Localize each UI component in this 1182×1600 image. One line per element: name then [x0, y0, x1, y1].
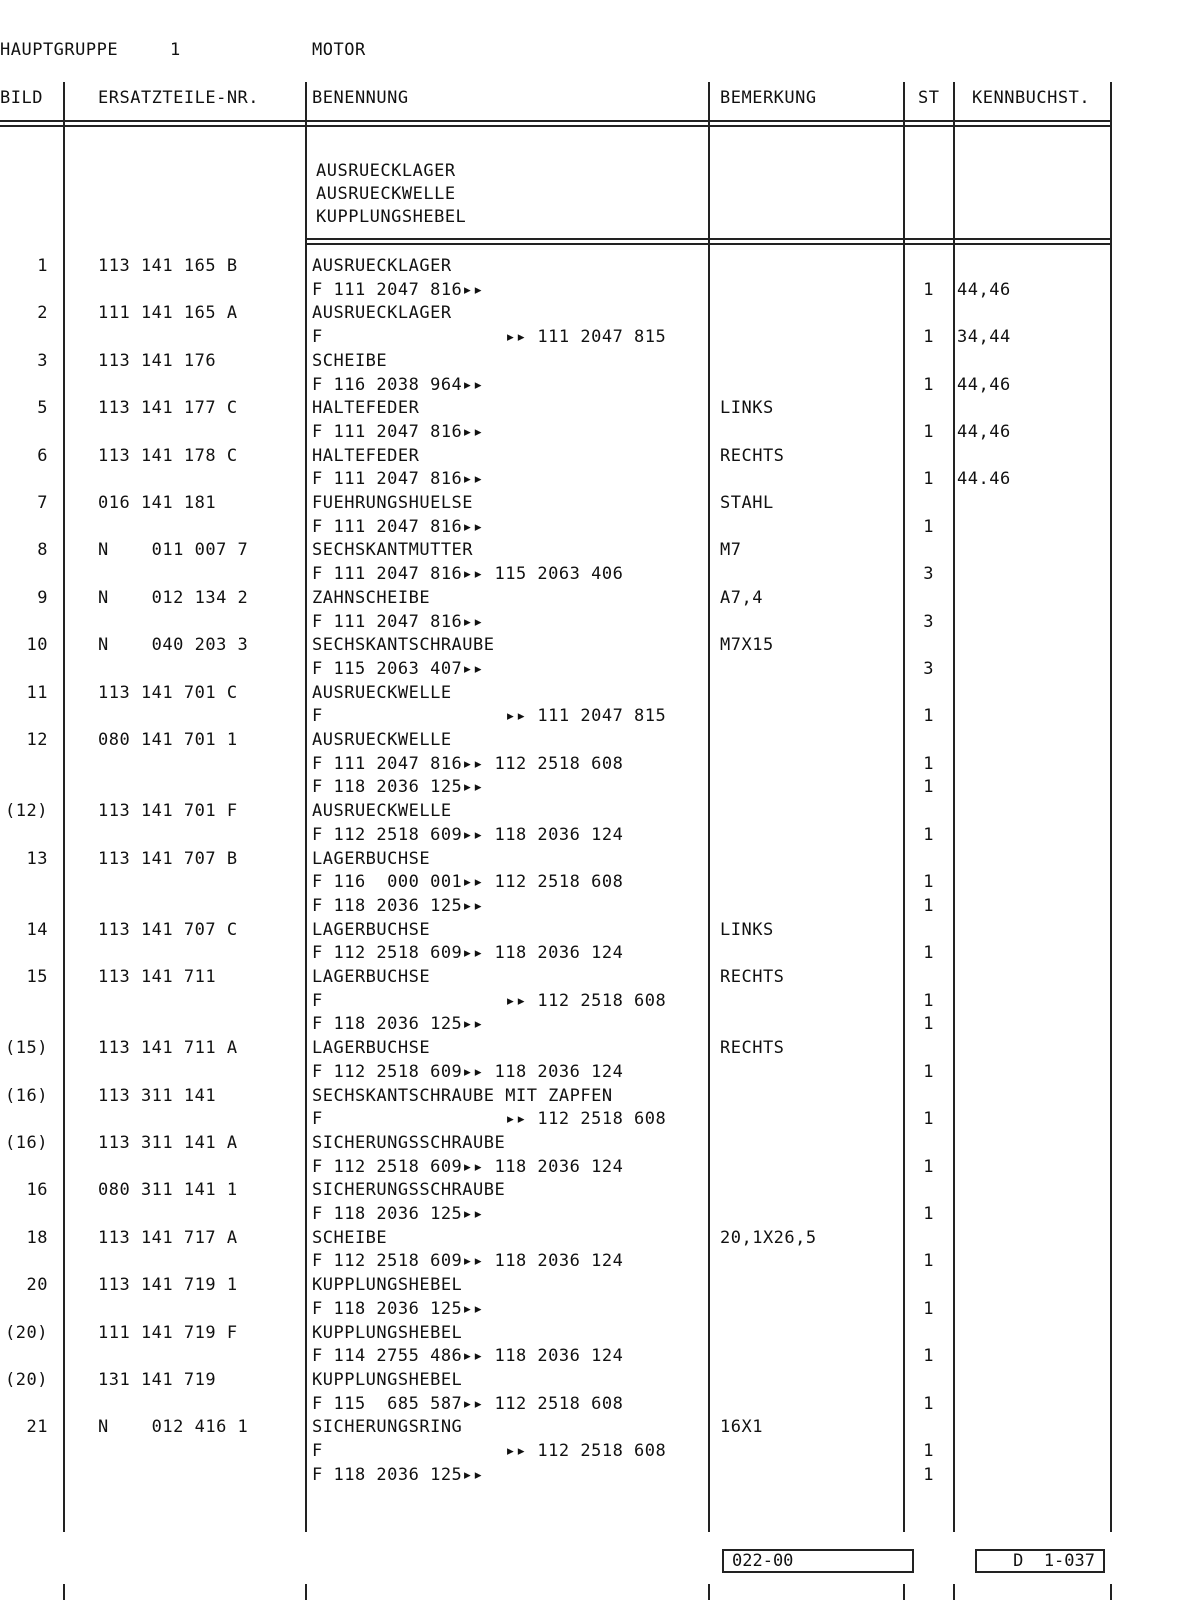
column-divider-4: [903, 82, 905, 1532]
row-benennung-line: F 118 2036 125▸▸: [312, 1204, 484, 1224]
row-benennung-line: F 111 2047 816▸▸: [312, 516, 484, 537]
row-bemerkung: M7X15: [720, 635, 774, 656]
row-bemerkung: 16X1: [720, 1417, 763, 1438]
row-bild: (15): [5, 1038, 48, 1059]
header-rule-bottom: [0, 125, 1112, 127]
footer-code-left: 022-00: [722, 1549, 914, 1573]
col-header-part-no: ERSATZTEILE-NR.: [98, 88, 260, 108]
row-part-number: 113 141 711 A: [98, 1038, 238, 1059]
row-part-number: 113 141 717 A: [98, 1227, 238, 1248]
row-benennung-line: F 112 2518 609▸▸ 118 2036 124: [312, 943, 624, 964]
intro-rule-bottom: [307, 243, 1112, 245]
row-quantity: 1: [923, 469, 934, 490]
intro-line: KUPPLUNGSHEBEL: [316, 207, 467, 227]
row-bild: 7: [37, 493, 48, 513]
column-divider-2: [305, 82, 307, 1532]
col-header-st: ST: [918, 88, 940, 108]
row-benennung-line: F 116 000 001▸▸ 112 2518 608: [312, 872, 624, 893]
row-part-number: 016 141 181: [98, 493, 217, 513]
row-part-number: 113 311 141: [98, 1085, 217, 1106]
row-benennung-line: KUPPLUNGSHEBEL: [312, 1275, 463, 1296]
row-part-number: N 012 416 1: [98, 1417, 249, 1438]
row-benennung-line: SICHERUNGSSCHRAUBE: [312, 1132, 506, 1153]
row-part-number: 113 311 141 A: [98, 1132, 238, 1153]
row-benennung-line: KUPPLUNGSHEBEL: [312, 1369, 463, 1390]
row-bemerkung: RECHTS: [720, 445, 785, 466]
row-benennung-line: F 118 2036 125▸▸: [312, 895, 484, 916]
row-kennbuchst: 44.46: [957, 469, 1011, 490]
intro-line: AUSRUECKLAGER: [316, 161, 456, 181]
row-quantity: 1: [923, 1014, 934, 1035]
row-benennung-line: SCHEIBE: [312, 1227, 388, 1248]
row-benennung-line: F 112 2518 609▸▸ 118 2036 124: [312, 1156, 624, 1177]
row-bild: 14: [26, 919, 48, 940]
row-quantity: 1: [923, 516, 934, 537]
row-part-number: 113 141 707 C: [98, 919, 238, 940]
row-benennung-line: FUEHRUNGSHUELSE: [312, 493, 474, 513]
row-quantity: 1: [923, 1346, 934, 1367]
row-quantity: 1: [923, 279, 934, 300]
row-benennung-line: F 111 2047 816▸▸ 115 2063 406: [312, 564, 624, 585]
group-label: HAUPTGRUPPE: [0, 40, 119, 60]
row-bild: 8: [37, 540, 48, 561]
row-part-number: 111 141 165 A: [98, 303, 238, 324]
row-quantity: 1: [923, 421, 934, 442]
column-stub-2: [305, 1584, 307, 1600]
row-kennbuchst: 34,44: [957, 327, 1011, 348]
row-benennung-line: KUPPLUNGSHEBEL: [312, 1322, 463, 1343]
row-part-number: 113 141 165 B: [98, 256, 238, 276]
row-part-number: N 012 134 2: [98, 587, 249, 608]
row-benennung-line: SECHSKANTSCHRAUBE MIT ZAPFEN: [312, 1085, 613, 1106]
row-part-number: 113 141 701 C: [98, 682, 238, 703]
row-bild: 6: [37, 445, 48, 466]
row-quantity: 1: [923, 777, 934, 798]
row-benennung-line: F 115 685 587▸▸ 112 2518 608: [312, 1393, 624, 1414]
row-benennung-line: LAGERBUCHSE: [312, 848, 431, 869]
row-quantity: 1: [923, 943, 934, 964]
row-quantity: 1: [923, 1204, 934, 1224]
row-benennung-line: F 118 2036 125▸▸: [312, 777, 484, 798]
row-benennung-line: F 112 2518 609▸▸ 118 2036 124: [312, 1061, 624, 1082]
row-quantity: 1: [923, 1464, 934, 1485]
row-bemerkung: LINKS: [720, 919, 774, 940]
row-part-number: 080 141 701 1: [98, 730, 238, 750]
column-stub-5: [953, 1584, 955, 1600]
row-benennung-line: F 118 2036 125▸▸: [312, 1298, 484, 1319]
row-benennung-line: ZAHNSCHEIBE: [312, 587, 431, 608]
row-bild: 13: [26, 848, 48, 869]
col-header-bild: BILD: [0, 88, 43, 108]
row-part-number: 113 141 719 1: [98, 1275, 238, 1296]
col-header-benennung: BENENNUNG: [312, 88, 409, 108]
row-benennung-line: F ▸▸ 112 2518 608: [312, 990, 667, 1011]
row-benennung-line: F 112 2518 609▸▸ 118 2036 124: [312, 1251, 624, 1272]
row-quantity: 1: [923, 374, 934, 395]
row-bild: 20: [26, 1275, 48, 1296]
row-bild: (16): [5, 1085, 48, 1106]
row-bild: 16: [26, 1180, 48, 1201]
row-bild: 10: [26, 635, 48, 656]
column-stub-4: [903, 1584, 905, 1600]
row-quantity: 1: [923, 1251, 934, 1272]
row-bemerkung: RECHTS: [720, 1038, 785, 1059]
row-part-number: 113 141 707 B: [98, 848, 238, 869]
column-divider-5: [953, 82, 955, 1532]
row-benennung-line: F 114 2755 486▸▸ 118 2036 124: [312, 1346, 624, 1367]
row-part-number: 113 141 177 C: [98, 398, 238, 419]
row-bemerkung: 20,1X26,5: [720, 1227, 817, 1248]
row-benennung-line: F 111 2047 816▸▸: [312, 469, 484, 490]
row-bemerkung: A7,4: [720, 587, 763, 608]
row-bemerkung: RECHTS: [720, 967, 785, 987]
row-bild: 3: [37, 350, 48, 371]
column-stub-3: [708, 1584, 710, 1600]
col-header-bemerkung: BEMERKUNG: [720, 88, 817, 108]
row-quantity: 1: [923, 895, 934, 916]
row-bild: (20): [5, 1369, 48, 1390]
intro-rule-top: [307, 238, 1112, 240]
row-part-number: 113 141 176: [98, 350, 217, 371]
row-benennung-line: F 115 2063 407▸▸: [312, 658, 484, 679]
column-stub-6: [1110, 1584, 1112, 1600]
row-benennung-line: LAGERBUCHSE: [312, 967, 431, 987]
row-benennung-line: F 118 2036 125▸▸: [312, 1464, 484, 1485]
row-bild: 9: [37, 587, 48, 608]
row-benennung-line: F ▸▸ 111 2047 815: [312, 327, 667, 348]
row-benennung-line: SECHSKANTMUTTER: [312, 540, 474, 561]
row-benennung-line: F 111 2047 816▸▸: [312, 279, 484, 300]
row-quantity: 1: [923, 1441, 934, 1461]
column-divider-3: [708, 82, 710, 1532]
row-kennbuchst: 44,46: [957, 374, 1011, 395]
column-divider-1: [63, 82, 65, 1532]
row-benennung-line: AUSRUECKLAGER: [312, 303, 452, 324]
row-benennung-line: F 111 2047 816▸▸: [312, 611, 484, 632]
row-quantity: 1: [923, 1393, 934, 1414]
row-bild: (16): [5, 1132, 48, 1153]
row-quantity: 1: [923, 706, 934, 727]
row-part-number: N 040 203 3: [98, 635, 249, 656]
row-quantity: 1: [923, 753, 934, 774]
row-bild: 11: [26, 682, 48, 703]
row-benennung-line: F ▸▸ 111 2047 815: [312, 706, 667, 727]
row-benennung-line: HALTEFEDER: [312, 445, 420, 466]
row-bild: 5: [37, 398, 48, 419]
row-benennung-line: F 118 2036 125▸▸: [312, 1014, 484, 1035]
row-quantity: 1: [923, 872, 934, 893]
row-benennung-line: AUSRUECKWELLE: [312, 730, 452, 750]
group-name: MOTOR: [312, 40, 366, 60]
header-rule-top: [0, 120, 1112, 122]
row-quantity: 3: [923, 564, 934, 585]
row-benennung-line: F 112 2518 609▸▸ 118 2036 124: [312, 824, 624, 845]
row-kennbuchst: 44,46: [957, 279, 1011, 300]
row-part-number: 113 141 711: [98, 967, 217, 987]
row-benennung-line: AUSRUECKWELLE: [312, 801, 452, 822]
row-benennung-line: SICHERUNGSRING: [312, 1417, 463, 1438]
col-header-kennbuchst: KENNBUCHST.: [972, 88, 1091, 108]
row-benennung-line: AUSRUECKLAGER: [312, 256, 452, 276]
row-bild: 2: [37, 303, 48, 324]
row-bild: 21: [26, 1417, 48, 1438]
row-benennung-line: SCHEIBE: [312, 350, 388, 371]
row-benennung-line: F ▸▸ 112 2518 608: [312, 1109, 667, 1130]
row-quantity: 1: [923, 1156, 934, 1177]
row-kennbuchst: 44,46: [957, 421, 1011, 442]
row-part-number: 131 141 719: [98, 1369, 217, 1390]
row-part-number: 113 141 701 F: [98, 801, 238, 822]
row-bemerkung: LINKS: [720, 398, 774, 419]
row-bemerkung: STAHL: [720, 493, 774, 513]
row-quantity: 1: [923, 1061, 934, 1082]
row-benennung-line: SICHERUNGSSCHRAUBE: [312, 1180, 506, 1201]
row-part-number: 111 141 719 F: [98, 1322, 238, 1343]
footer-code-right: D 1-037: [975, 1549, 1105, 1573]
group-number: 1: [170, 40, 181, 60]
row-benennung-line: F 116 2038 964▸▸: [312, 374, 484, 395]
row-benennung-line: F 111 2047 816▸▸ 112 2518 608: [312, 753, 624, 774]
intro-line: AUSRUECKWELLE: [316, 184, 456, 204]
row-benennung-line: F ▸▸ 112 2518 608: [312, 1441, 667, 1461]
row-part-number: N 011 007 7: [98, 540, 249, 561]
row-quantity: 1: [923, 824, 934, 845]
row-bild: 15: [26, 967, 48, 987]
row-bild: 18: [26, 1227, 48, 1248]
row-quantity: 1: [923, 327, 934, 348]
row-quantity: 1: [923, 1298, 934, 1319]
row-quantity: 1: [923, 1109, 934, 1130]
row-part-number: 113 141 178 C: [98, 445, 238, 466]
row-benennung-line: HALTEFEDER: [312, 398, 420, 419]
row-bemerkung: M7: [720, 540, 742, 561]
row-part-number: 080 311 141 1: [98, 1180, 238, 1201]
row-benennung-line: LAGERBUCHSE: [312, 919, 431, 940]
row-bild: 1: [37, 256, 48, 276]
row-benennung-line: LAGERBUCHSE: [312, 1038, 431, 1059]
column-stub-1: [63, 1584, 65, 1600]
row-benennung-line: AUSRUECKWELLE: [312, 682, 452, 703]
row-quantity: 3: [923, 658, 934, 679]
row-quantity: 1: [923, 990, 934, 1011]
row-benennung-line: SECHSKANTSCHRAUBE: [312, 635, 495, 656]
row-quantity: 3: [923, 611, 934, 632]
row-bild: 12: [26, 730, 48, 750]
row-bild: (12): [5, 801, 48, 822]
row-benennung-line: F 111 2047 816▸▸: [312, 421, 484, 442]
row-bild: (20): [5, 1322, 48, 1343]
column-divider-6: [1110, 82, 1112, 1532]
